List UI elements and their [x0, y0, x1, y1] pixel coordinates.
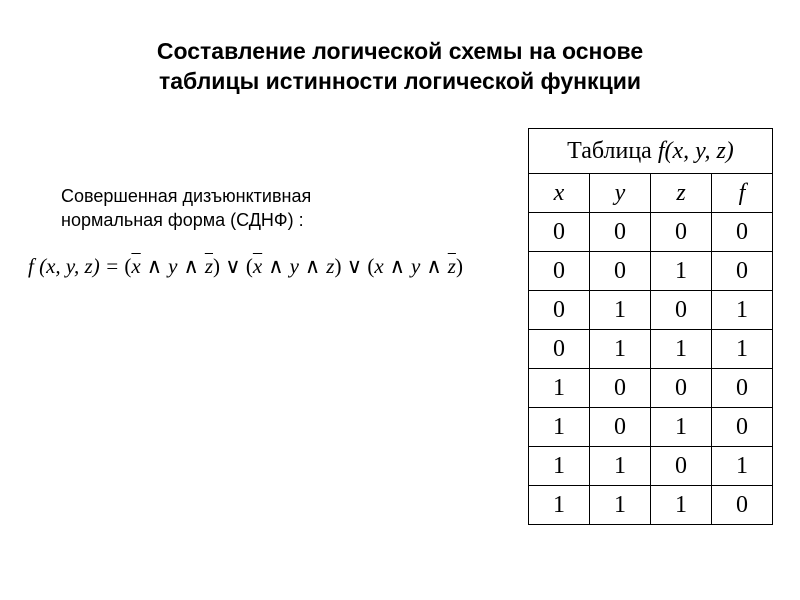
truth-table-caption [529, 129, 773, 174]
table-cell-y: 1 [590, 447, 651, 486]
table-cell-x: 1 [529, 408, 590, 447]
table-cell-f: 1 [712, 291, 773, 330]
table-cell-f: 0 [712, 408, 773, 447]
table-cell-f: 1 [712, 447, 773, 486]
term-1-and-2: ∧ [183, 254, 199, 278]
table-cell-y: 0 [590, 408, 651, 447]
table-cell-f: 0 [712, 369, 773, 408]
term-3-var-x: x [374, 254, 384, 278]
table-cell-y: 1 [590, 486, 651, 525]
term-2-open-paren: ( [245, 254, 253, 278]
term-3-var-z-negated: $\overline{z}$ [447, 254, 456, 278]
term-2-and-2: ∧ [304, 254, 321, 278]
table-cell-z: 0 [651, 447, 712, 486]
table-row [529, 408, 773, 447]
column-header-y: y [590, 174, 651, 213]
truth-table-header-row [529, 174, 773, 213]
formula-or-1: ∨ [225, 254, 241, 278]
table-cell-x: 1 [529, 369, 590, 408]
term-2-var-z: z [326, 254, 335, 278]
table-cell-z: 0 [651, 369, 712, 408]
term-3-open-paren: ( [367, 254, 375, 278]
table-cell-y: 0 [590, 213, 651, 252]
term-1-open-paren: ( [124, 254, 132, 278]
table-cell-x: 1 [529, 447, 590, 486]
table-row [529, 213, 773, 252]
table-cell-y: 0 [590, 369, 651, 408]
page-title-line-1: Составление логической схемы на основе [156, 38, 644, 64]
formula-term-3 [367, 254, 463, 278]
table-cell-x: 0 [529, 291, 590, 330]
table-row [529, 447, 773, 486]
term-2-var-x-negated: $\overline{x}$ [252, 254, 263, 278]
sdnf-description [61, 184, 401, 232]
sdnf-formula [28, 252, 463, 280]
table-cell-z: 1 [651, 486, 712, 525]
table-cell-z: 1 [651, 252, 712, 291]
truth-table [528, 128, 773, 525]
page-title [0, 36, 800, 96]
term-2-and-1: ∧ [268, 254, 284, 278]
term-1-close-paren: ) [213, 254, 220, 278]
caption-function: f(x, y, z) [657, 137, 734, 164]
table-cell-f: 0 [712, 486, 773, 525]
column-header-x: x [529, 174, 590, 213]
table-cell-x: 0 [529, 252, 590, 291]
term-2-var-y: y [289, 254, 299, 278]
term-3-and-1: ∧ [389, 254, 406, 278]
column-header-z: z [651, 174, 712, 213]
table-cell-z: 1 [651, 330, 712, 369]
table-row [529, 330, 773, 369]
table-cell-x: 0 [529, 330, 590, 369]
sdnf-description-line-2: нормальная форма (СДНФ) : [61, 210, 304, 230]
formula-or-2: ∨ [346, 254, 363, 278]
term-2-close-paren: ) [334, 254, 342, 278]
table-cell-f: 1 [712, 330, 773, 369]
table-row [529, 369, 773, 408]
term-3-var-y: y [411, 254, 421, 278]
term-1-var-z-negated: $\overline{z}$ [204, 254, 213, 278]
table-cell-y: 1 [590, 291, 651, 330]
caption-prefix: Таблица [567, 137, 658, 164]
table-cell-x: 0 [529, 213, 590, 252]
table-cell-f: 0 [712, 213, 773, 252]
table-row [529, 486, 773, 525]
column-header-f: f [712, 174, 773, 213]
formula-term-1 [124, 254, 225, 278]
table-row [529, 291, 773, 330]
sdnf-description-line-1: Совершенная дизъюнктивная [61, 186, 312, 206]
formula-term-2 [246, 254, 347, 278]
table-cell-z: 0 [651, 213, 712, 252]
table-cell-y: 0 [590, 252, 651, 291]
term-1-var-x-negated: $\overline{x}$ [131, 254, 141, 278]
table-cell-x: 1 [529, 486, 590, 525]
term-3-and-2: ∧ [426, 254, 442, 278]
table-cell-f: 0 [712, 252, 773, 291]
term-1-var-y: y [168, 254, 178, 278]
page-title-line-2: таблицы истинности логической функции [159, 68, 641, 94]
table-cell-z: 0 [651, 291, 712, 330]
formula-lhs: f (x, y, z) = [28, 254, 125, 278]
table-row [529, 252, 773, 291]
table-cell-y: 1 [590, 330, 651, 369]
term-1-and-1: ∧ [146, 254, 163, 278]
table-cell-z: 1 [651, 408, 712, 447]
term-3-close-paren: ) [455, 254, 463, 278]
